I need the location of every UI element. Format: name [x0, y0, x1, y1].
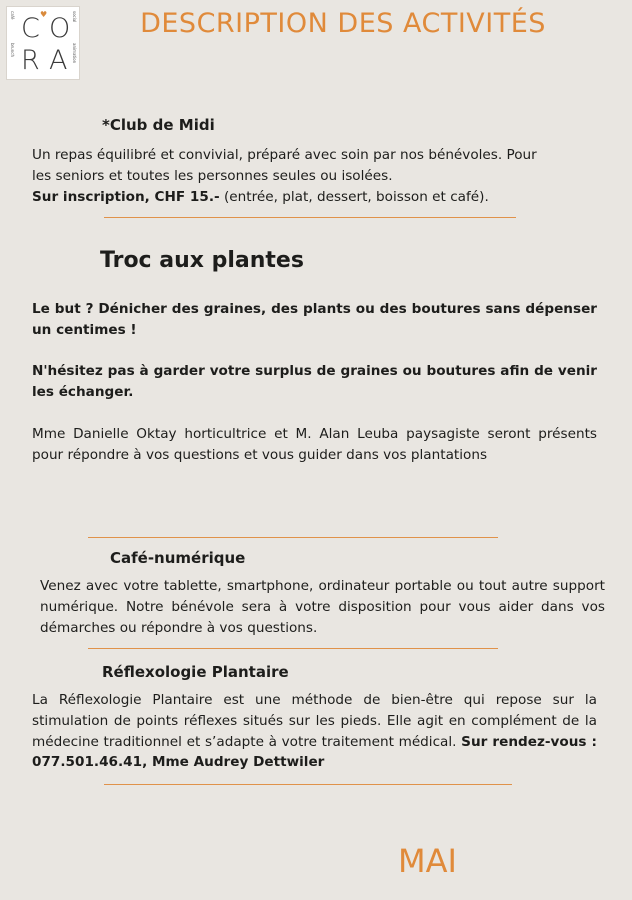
- club-menu: (entrée, plat, dessert, boisson et café).: [219, 189, 489, 205]
- logo-letter-o: O: [49, 13, 71, 44]
- divider: [88, 648, 498, 649]
- club-price: Sur inscription, CHF 15.-: [32, 189, 220, 205]
- logo-letter-r: R: [21, 45, 40, 76]
- club-heading: *Club de Midi: [102, 116, 215, 134]
- logo-letter-a: A: [49, 45, 68, 76]
- divider: [104, 784, 512, 785]
- club-text-line2: les seniors et toutes les personnes seules ou isolées.: [32, 168, 393, 184]
- troc-heading: Troc aux plantes: [100, 248, 304, 273]
- reflexo-heading: Réflexologie Plantaire: [102, 663, 289, 681]
- cafe-text: Venez avec votre tablette, smartphone, ordinateur portable ou tout autre support numérique. Notre bénévole sera à votre disposition pour vous aider dans vos démarches ou répondre à vos questions.: [40, 578, 605, 636]
- reflexo-text: [32, 690, 597, 773]
- divider: [104, 217, 516, 218]
- reflexo-contact: Sur rendez-vous : 077.501.46.41, Mme Audrey Dettwiler: [32, 733, 597, 771]
- logo-word-brunch: brunch: [10, 43, 15, 57]
- reflexo-description: La Réflexologie Plantaire est une méthode de bien-être qui repose sur la stimulation de points réflexes situés sur les pieds. Elle agit en complément de la médecine traditionnel et s’adapte à votre traitement médical.: [32, 692, 597, 750]
- cafe-heading: Café-numérique: [110, 549, 246, 567]
- logo-word-animation: animation: [72, 43, 77, 64]
- troc-experts: Mme Danielle Oktay horticultrice et M. Alan Leuba paysagiste seront présents pour répondre à vos questions et vous guider dans vos plantations: [32, 426, 597, 463]
- troc-hint: N'hésitez pas à garder votre surplus de graines ou boutures afin de venir les échanger.: [32, 363, 597, 400]
- logo-word-social: social: [72, 11, 77, 23]
- month-label: MAI: [398, 842, 457, 880]
- logo-word-cafe: café: [10, 11, 15, 20]
- page-title: DESCRIPTION DES ACTIVITÉS: [140, 8, 546, 39]
- troc-goal: Le but ? Dénicher des graines, des plants ou des boutures sans dépenser un centimes !: [32, 301, 597, 338]
- heart-icon: ♥: [40, 10, 48, 19]
- club-text-line1: Un repas équilibré et convivial, préparé avec soin par nos bénévoles. Pour: [32, 147, 537, 163]
- club-text-line3: [32, 187, 602, 208]
- divider: [88, 537, 498, 538]
- logo-letter-c: C: [21, 13, 40, 44]
